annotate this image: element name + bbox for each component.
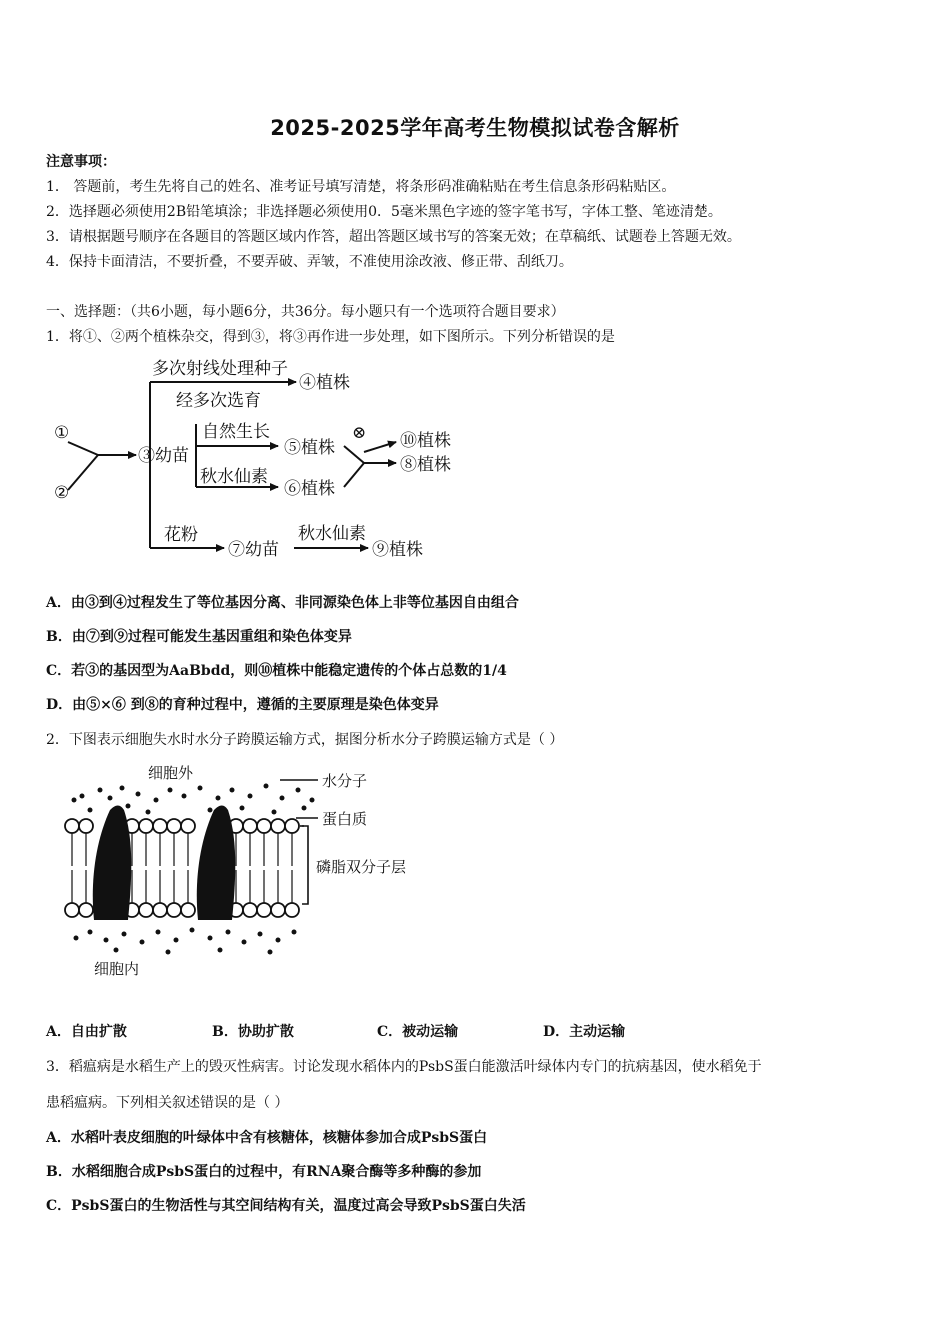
q1-option-c: C．若③的基因型为AaBbdd，则⑩植株中能稳定遗传的个体占总数的1/4 bbox=[46, 663, 507, 679]
pollen-label: 花粉 bbox=[164, 525, 198, 545]
q2-option-a: A．自由扩散 bbox=[46, 1024, 127, 1040]
q3-option-b: B．水稻细胞合成PsbS蛋白的过程中，有RNA聚合酶等多种酶的参加 bbox=[46, 1164, 482, 1180]
plant-1-label: ① bbox=[54, 423, 70, 443]
q2-option-c: C．被动运输 bbox=[377, 1024, 459, 1040]
plant-4-label: ④植株 bbox=[299, 373, 350, 393]
notice-item-2: 2．选择题必须使用2B铅笔填涂；非选择题必须使用0．5毫米黑色字迹的签字笔书写，字体工整、笔迹清楚。 bbox=[46, 204, 722, 220]
outside-cell-label: 细胞外 bbox=[148, 764, 194, 782]
plant-5-label: ⑤植株 bbox=[284, 438, 335, 458]
seedling-7-label: ⑦幼苗 bbox=[228, 540, 279, 560]
inside-cell-label: 细胞内 bbox=[94, 960, 140, 978]
q3-stem-line-2: 患稻瘟病。下列相关叙述错误的是（ ） bbox=[46, 1095, 289, 1111]
protein-label: 蛋白质 bbox=[322, 810, 368, 828]
phospholipid-bilayer-label: 磷脂双分子层 bbox=[316, 858, 407, 876]
q3-option-c: C．PsbS蛋白的生物活性与其空间结构有关，温度过高会导致PsbS蛋白失活 bbox=[46, 1198, 526, 1214]
q1-stem: 1．将①、②两个植株杂交，得到③，将③再作进一步处理，如下图所示。下列分析错误的是 bbox=[46, 329, 615, 345]
seedling-3-label: ③幼苗 bbox=[138, 446, 189, 466]
q3-option-a: A．水稻叶表皮细胞的叶绿体中含有核糖体，核糖体参加合成PsbS蛋白 bbox=[46, 1130, 488, 1146]
q2-stem: 2．下图表示细胞失水时水分子跨膜运输方式，据图分析水分子跨膜运输方式是（ ） bbox=[46, 732, 564, 748]
q2-option-b: B．协助扩散 bbox=[212, 1024, 294, 1040]
section-heading: 一、选择题：（共6小题，每小题6分，共36分。每小题只有一个选项符合题目要求） bbox=[46, 304, 565, 320]
colchicine-label-1: 秋水仙素 bbox=[200, 467, 268, 487]
page-title: 2025-2025学年高考生物模拟试卷含解析 bbox=[270, 116, 680, 140]
q2-option-d: D．主动运输 bbox=[543, 1024, 626, 1040]
plant-6-label: ⑥植株 bbox=[284, 479, 335, 499]
colchicine-label-2: 秋水仙素 bbox=[298, 524, 366, 544]
membrane-diagram bbox=[60, 760, 460, 985]
plant-2-label: ② bbox=[54, 483, 70, 503]
plant-10-label: ⑩植株 bbox=[400, 431, 451, 451]
selection-label: 经多次选育 bbox=[176, 391, 261, 411]
selfing-symbol: ⊗ bbox=[352, 423, 367, 443]
notice-item-3: 3．请根据题号顺序在各题目的答题区域内作答，超出答题区域书写的答案无效；在草稿纸、试题卷上答题无效。 bbox=[46, 229, 741, 245]
plant-9-label: ⑨植株 bbox=[372, 540, 423, 560]
notice-item-1: 1． 答题前，考生先将自己的姓名、准考证号填写清楚，将条形码准确粘贴在考生信息条形码粘贴区。 bbox=[46, 179, 676, 195]
q1-option-d: D．由⑤×⑥ 到⑧的育种过程中，遵循的主要原理是染色体变异 bbox=[46, 697, 439, 713]
notice-item-4: 4．保持卡面清洁，不要折叠，不要弄破、弄皱，不准使用涂改液、修正带、刮纸刀。 bbox=[46, 254, 573, 270]
q1-option-b: B．由⑦到⑨过程可能发生基因重组和染色体变异 bbox=[46, 629, 352, 645]
plant-8-label: ⑧植株 bbox=[400, 455, 451, 475]
q3-stem-line-1: 3．稻瘟病是水稻生产上的毁灭性病害。讨论发现水稻体内的PsbS蛋白能激活叶绿体内专门的抗病基因，使水稻免于 bbox=[46, 1059, 762, 1075]
notice-heading: 注意事项： bbox=[46, 154, 116, 170]
q1-option-a: A．由③到④过程发生了等位基因分离、非同源染色体上非等位基因自由组合 bbox=[46, 595, 519, 611]
breeding-diagram bbox=[46, 352, 486, 572]
radiation-label: 多次射线处理种子 bbox=[152, 359, 288, 379]
water-molecule-label: 水分子 bbox=[322, 772, 368, 790]
natural-growth-label: 自然生长 bbox=[202, 422, 270, 442]
